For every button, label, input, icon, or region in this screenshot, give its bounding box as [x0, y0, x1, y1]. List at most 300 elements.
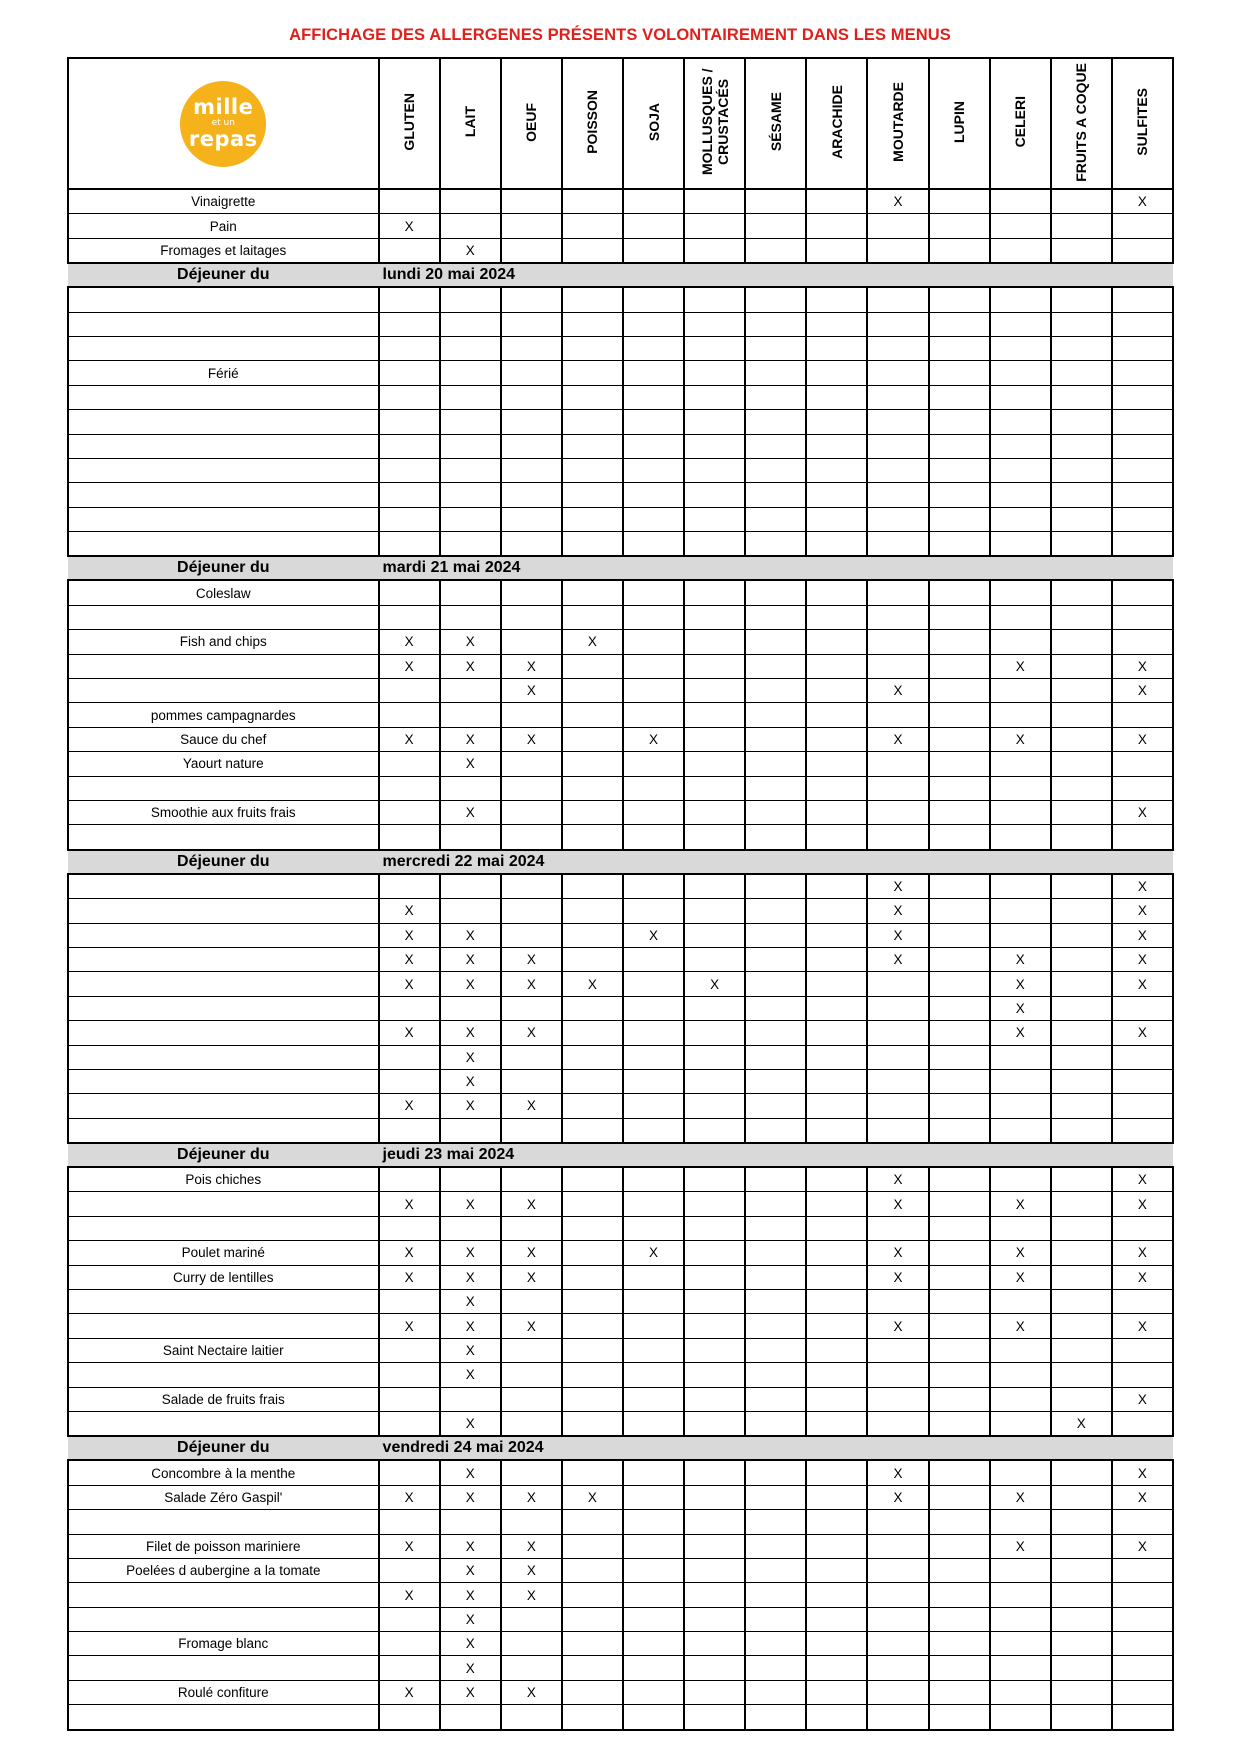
dish-name [68, 1290, 379, 1314]
allergen-mark-cell [684, 1069, 745, 1093]
allergen-mark-cell [379, 825, 440, 850]
allergen-mark-cell [990, 923, 1051, 947]
allergen-mark-cell [806, 507, 867, 531]
dish-name [68, 410, 379, 434]
allergen-mark-cell [501, 1363, 562, 1387]
allergen-mark-cell: X [1112, 1167, 1173, 1192]
allergen-mark-cell [1112, 287, 1173, 312]
allergen-mark-cell [440, 1705, 501, 1730]
allergen-mark-cell [1112, 312, 1173, 336]
allergen-mark-cell [929, 507, 990, 531]
table-row [68, 1118, 1173, 1143]
allergen-mark-cell [806, 1387, 867, 1411]
allergen-mark-cell: X [379, 1094, 440, 1118]
allergen-mark-cell [440, 1167, 501, 1192]
day-header-row [68, 556, 1173, 580]
allergen-mark-cell [990, 1069, 1051, 1093]
allergen-header-label: POISSON [584, 90, 601, 154]
allergen-mark-cell [745, 972, 806, 996]
allergen-mark-cell [562, 312, 623, 336]
dish-name: Salade de fruits frais [68, 1387, 379, 1411]
table-row [68, 410, 1173, 434]
allergen-mark-cell [1051, 1656, 1112, 1680]
day-label: Déjeuner du [68, 850, 379, 874]
allergen-mark-cell [623, 1632, 684, 1656]
dish-name: Smoothie aux fruits frais [68, 800, 379, 824]
allergen-mark-cell: X [440, 1656, 501, 1680]
allergen-mark-cell [684, 947, 745, 971]
allergen-mark-cell [990, 874, 1051, 899]
allergen-mark-cell [623, 507, 684, 531]
allergen-mark-cell [1051, 507, 1112, 531]
table-row [68, 385, 1173, 409]
allergen-mark-cell [867, 1534, 928, 1558]
allergen-mark-cell: X [440, 1338, 501, 1362]
table-row [68, 434, 1173, 458]
allergen-mark-cell [745, 410, 806, 434]
allergen-mark-cell [745, 1021, 806, 1045]
table-row [68, 800, 1173, 824]
allergen-mark-cell [1051, 1192, 1112, 1216]
allergen-mark-cell [1112, 214, 1173, 238]
dish-name [68, 1045, 379, 1069]
allergen-mark-cell: X [867, 899, 928, 923]
allergen-mark-cell [990, 361, 1051, 385]
allergen-mark-cell [379, 1045, 440, 1069]
allergen-mark-cell [684, 996, 745, 1020]
allergen-mark-cell [1051, 1485, 1112, 1509]
table-row [68, 1094, 1173, 1118]
allergen-mark-cell [379, 1656, 440, 1680]
dish-name [68, 972, 379, 996]
allergen-header-label: SÉSAME [767, 92, 784, 152]
allergen-mark-cell [990, 1290, 1051, 1314]
allergen-mark-cell [1112, 752, 1173, 776]
allergen-mark-cell [684, 1045, 745, 1069]
allergen-mark-cell: X [501, 1583, 562, 1607]
allergen-mark-cell: X [501, 679, 562, 703]
allergen-mark-cell [1112, 1680, 1173, 1704]
allergen-mark-cell [501, 458, 562, 482]
allergen-mark-cell: X [379, 1021, 440, 1045]
allergen-mark-cell [1051, 1583, 1112, 1607]
allergen-mark-cell: X [867, 679, 928, 703]
allergen-mark-cell [501, 776, 562, 800]
allergen-mark-cell [929, 1558, 990, 1582]
allergen-mark-cell: X [562, 1485, 623, 1509]
allergen-mark-cell [440, 1118, 501, 1143]
allergen-mark-cell: X [990, 1485, 1051, 1509]
allergen-mark-cell [501, 1290, 562, 1314]
dish-name [68, 483, 379, 507]
allergen-mark-cell [501, 1510, 562, 1534]
allergen-mark-cell [1112, 336, 1173, 360]
allergen-mark-cell: X [379, 727, 440, 751]
allergen-mark-cell: X [440, 1265, 501, 1289]
allergen-mark-cell [684, 287, 745, 312]
allergen-mark-cell [440, 580, 501, 605]
allergen-mark-cell [1051, 1167, 1112, 1192]
allergen-mark-cell [379, 1338, 440, 1362]
table-row [68, 776, 1173, 800]
allergen-mark-cell [379, 580, 440, 605]
allergen-header-label: SULFITES [1134, 88, 1151, 156]
allergen-mark-cell [929, 1192, 990, 1216]
allergen-mark-cell [562, 1632, 623, 1656]
allergen-mark-cell [562, 238, 623, 263]
allergen-mark-cell [1051, 458, 1112, 482]
allergen-mark-cell: X [990, 1314, 1051, 1338]
allergen-mark-cell: X [990, 1534, 1051, 1558]
day-date: jeudi 23 mai 2024 [379, 1143, 1173, 1167]
allergen-mark-cell [1051, 1460, 1112, 1485]
allergen-mark-cell [623, 972, 684, 996]
allergen-mark-cell [745, 703, 806, 727]
allergen-mark-cell [501, 483, 562, 507]
allergen-mark-cell: X [440, 654, 501, 678]
allergen-mark-cell [1051, 1387, 1112, 1411]
allergen-mark-cell [806, 385, 867, 409]
allergen-mark-cell [929, 1216, 990, 1240]
table-row [68, 923, 1173, 947]
allergen-mark-cell [379, 434, 440, 458]
allergen-mark-cell [1051, 630, 1112, 654]
allergen-mark-cell: X [501, 727, 562, 751]
allergen-mark-cell [623, 1680, 684, 1704]
allergen-mark-cell [623, 1021, 684, 1045]
allergen-mark-cell: X [684, 972, 745, 996]
allergen-header-label: MOLLUSQUES / CRUSTACÉS [698, 68, 731, 176]
allergen-header-label: ARACHIDE [828, 85, 845, 159]
allergen-mark-cell: X [379, 947, 440, 971]
allergen-mark-cell: X [1112, 1314, 1173, 1338]
allergen-mark-cell [501, 410, 562, 434]
allergen-mark-cell [806, 458, 867, 482]
allergen-mark-cell: X [379, 1534, 440, 1558]
allergen-mark-cell [501, 214, 562, 238]
allergen-mark-cell [1051, 1290, 1112, 1314]
allergen-mark-cell: X [440, 1460, 501, 1485]
allergen-mark-cell [806, 312, 867, 336]
dish-name [68, 996, 379, 1020]
allergen-mark-cell [562, 1192, 623, 1216]
allergen-mark-cell [623, 1411, 684, 1436]
allergen-mark-cell [562, 483, 623, 507]
allergen-mark-cell: X [1112, 874, 1173, 899]
allergen-mark-cell: X [440, 923, 501, 947]
allergen-header-label: FRUITS A COQUE [1073, 62, 1090, 182]
allergen-mark-cell [1051, 679, 1112, 703]
allergen-mark-cell [562, 1167, 623, 1192]
allergen-mark-cell [379, 1510, 440, 1534]
allergen-mark-cell: X [440, 1021, 501, 1045]
allergen-mark-cell [745, 1265, 806, 1289]
allergen-mark-cell [501, 605, 562, 629]
allergen-mark-cell [867, 1021, 928, 1045]
allergen-mark-cell [745, 899, 806, 923]
allergen-mark-cell [379, 1216, 440, 1240]
allergen-mark-cell [929, 605, 990, 629]
dish-name [68, 1021, 379, 1045]
allergen-mark-cell [684, 752, 745, 776]
dish-name [68, 1094, 379, 1118]
allergen-mark-cell [867, 1583, 928, 1607]
allergen-header-label: SOJA [645, 102, 662, 142]
allergen-mark-cell: X [1112, 189, 1173, 214]
allergen-mark-cell [990, 679, 1051, 703]
allergen-mark-cell [990, 410, 1051, 434]
allergen-mark-cell [501, 1656, 562, 1680]
allergen-mark-cell [1112, 434, 1173, 458]
allergen-mark-cell [501, 825, 562, 850]
allergen-mark-cell [623, 361, 684, 385]
allergen-mark-cell [562, 1094, 623, 1118]
allergen-mark-cell [562, 1314, 623, 1338]
allergen-mark-cell [990, 605, 1051, 629]
allergen-mark-cell [806, 1705, 867, 1730]
allergen-header [990, 58, 1051, 189]
allergen-mark-cell [562, 458, 623, 482]
allergen-mark-cell [379, 874, 440, 899]
allergen-mark-cell [684, 532, 745, 557]
allergen-mark-cell [990, 776, 1051, 800]
dish-name [68, 532, 379, 557]
allergen-mark-cell [562, 1607, 623, 1631]
allergen-mark-cell: X [990, 1265, 1051, 1289]
allergen-mark-cell [684, 1705, 745, 1730]
allergen-header-label: OEUF [523, 102, 540, 142]
allergen-mark-cell [1051, 776, 1112, 800]
allergen-mark-cell [806, 1094, 867, 1118]
allergen-mark-cell: X [379, 972, 440, 996]
allergen-mark-cell [745, 1510, 806, 1534]
allergen-mark-cell: X [1112, 1485, 1173, 1509]
dish-name [68, 336, 379, 360]
allergen-mark-cell [990, 1167, 1051, 1192]
allergen-mark-cell [379, 1411, 440, 1436]
allergen-mark-cell [1051, 1069, 1112, 1093]
allergen-mark-cell [684, 1607, 745, 1631]
allergen-mark-cell [806, 1607, 867, 1631]
allergen-mark-cell [745, 825, 806, 850]
allergen-mark-cell [623, 1485, 684, 1509]
allergen-mark-cell [623, 947, 684, 971]
allergen-mark-cell [379, 1069, 440, 1093]
allergen-mark-cell [990, 214, 1051, 238]
allergen-mark-cell [806, 1460, 867, 1485]
allergen-mark-cell [929, 580, 990, 605]
allergen-mark-cell: X [623, 923, 684, 947]
table-row [68, 1069, 1173, 1093]
allergen-mark-cell [562, 1534, 623, 1558]
allergen-mark-cell [1051, 727, 1112, 751]
allergen-mark-cell [745, 1216, 806, 1240]
allergen-mark-cell [1051, 532, 1112, 557]
allergen-mark-cell [684, 336, 745, 360]
allergen-mark-cell [745, 752, 806, 776]
allergen-mark-cell: X [440, 752, 501, 776]
allergen-mark-cell [867, 1510, 928, 1534]
allergen-mark-cell [562, 434, 623, 458]
allergen-mark-cell [929, 312, 990, 336]
allergen-mark-cell [1112, 1338, 1173, 1362]
allergen-header [1112, 58, 1173, 189]
allergen-mark-cell [379, 1167, 440, 1192]
table-row [68, 1411, 1173, 1436]
allergen-mark-cell [623, 1387, 684, 1411]
allergen-mark-cell [990, 1558, 1051, 1582]
allergen-mark-cell [623, 1069, 684, 1093]
allergen-mark-cell [990, 800, 1051, 824]
allergen-mark-cell [684, 1094, 745, 1118]
allergen-header [440, 58, 501, 189]
allergen-mark-cell [501, 1338, 562, 1362]
allergen-mark-cell: X [1112, 1387, 1173, 1411]
allergen-mark-cell: X [1112, 800, 1173, 824]
allergen-mark-cell [562, 580, 623, 605]
allergen-mark-cell [562, 654, 623, 678]
allergen-mark-cell [1051, 1094, 1112, 1118]
allergen-mark-cell: X [867, 1460, 928, 1485]
allergen-mark-cell [440, 214, 501, 238]
allergen-mark-cell [806, 1021, 867, 1045]
allergen-mark-cell [867, 1411, 928, 1436]
allergen-mark-cell [745, 727, 806, 751]
allergen-mark-cell [867, 1290, 928, 1314]
allergen-mark-cell [806, 1558, 867, 1582]
allergen-mark-cell: X [867, 1241, 928, 1265]
allergen-header [623, 58, 684, 189]
allergen-mark-cell [623, 580, 684, 605]
allergen-mark-cell [684, 776, 745, 800]
day-date: vendredi 24 mai 2024 [379, 1436, 1173, 1460]
document-title: AFFICHAGE DES ALLERGENES PRÉSENTS VOLONTAIREMENT DANS LES MENUS [289, 26, 951, 44]
allergen-mark-cell [684, 1241, 745, 1265]
allergen-mark-cell [806, 580, 867, 605]
allergen-mark-cell [379, 800, 440, 824]
allergen-mark-cell [806, 483, 867, 507]
allergen-mark-cell: X [867, 923, 928, 947]
allergen-mark-cell: X [440, 1069, 501, 1093]
table-row [68, 1338, 1173, 1362]
allergen-mark-cell [623, 1705, 684, 1730]
dish-name: Fish and chips [68, 630, 379, 654]
allergen-mark-cell [806, 1192, 867, 1216]
allergen-mark-cell: X [501, 1265, 562, 1289]
allergen-mark-cell [1112, 483, 1173, 507]
allergen-mark-cell [990, 1363, 1051, 1387]
allergen-mark-cell [1112, 996, 1173, 1020]
table-row [68, 1265, 1173, 1289]
allergen-mark-cell [1112, 1510, 1173, 1534]
allergen-mark-cell [929, 899, 990, 923]
allergen-mark-cell [501, 312, 562, 336]
allergen-mark-cell [684, 1167, 745, 1192]
allergen-mark-cell: X [990, 654, 1051, 678]
allergen-mark-cell [745, 580, 806, 605]
allergen-mark-cell [745, 1411, 806, 1436]
allergen-mark-cell: X [867, 874, 928, 899]
table-row [68, 1290, 1173, 1314]
allergen-mark-cell [379, 458, 440, 482]
allergen-mark-cell [929, 1241, 990, 1265]
allergen-mark-cell [440, 825, 501, 850]
allergen-mark-cell [684, 727, 745, 751]
allergen-mark-cell [929, 434, 990, 458]
allergen-mark-cell [990, 752, 1051, 776]
allergen-mark-cell: X [1112, 972, 1173, 996]
allergen-mark-cell: X [440, 947, 501, 971]
allergen-mark-cell [684, 1216, 745, 1240]
table-row [68, 1656, 1173, 1680]
allergen-mark-cell: X [501, 1680, 562, 1704]
allergen-mark-cell [562, 825, 623, 850]
allergen-mark-cell [867, 1607, 928, 1631]
allergen-mark-cell [867, 1045, 928, 1069]
allergen-mark-cell [623, 336, 684, 360]
allergen-mark-cell [806, 874, 867, 899]
allergen-mark-cell [623, 1558, 684, 1582]
allergen-mark-cell [1051, 1021, 1112, 1045]
allergen-mark-cell [1051, 1632, 1112, 1656]
allergen-mark-cell: X [440, 1534, 501, 1558]
allergen-mark-cell [1112, 630, 1173, 654]
dish-name: Vinaigrette [68, 189, 379, 214]
table-row [68, 996, 1173, 1020]
allergen-mark-cell: X [440, 1045, 501, 1069]
allergen-mark-cell [745, 1363, 806, 1387]
allergen-mark-cell [867, 605, 928, 629]
allergen-mark-cell [623, 1167, 684, 1192]
dish-name [68, 654, 379, 678]
allergen-mark-cell [562, 1216, 623, 1240]
allergen-mark-cell [623, 483, 684, 507]
allergen-mark-cell [745, 532, 806, 557]
dish-name [68, 605, 379, 629]
allergen-mark-cell [684, 1021, 745, 1045]
allergen-mark-cell [379, 1290, 440, 1314]
logo-line-1: mille [193, 95, 254, 119]
allergen-mark-cell [929, 1338, 990, 1362]
allergen-mark-cell [562, 1558, 623, 1582]
allergen-mark-cell [1051, 1363, 1112, 1387]
dish-name [68, 874, 379, 899]
allergen-mark-cell [501, 996, 562, 1020]
allergen-mark-cell [929, 1314, 990, 1338]
allergen-mark-cell [745, 654, 806, 678]
allergen-mark-cell [867, 1069, 928, 1093]
table-row [68, 1534, 1173, 1558]
allergen-mark-cell [745, 1485, 806, 1509]
allergen-mark-cell [623, 1583, 684, 1607]
logo-line-3: repas [188, 127, 258, 151]
allergen-mark-cell [379, 752, 440, 776]
allergen-mark-cell [1051, 654, 1112, 678]
allergen-mark-cell: X [501, 1241, 562, 1265]
table-row [68, 532, 1173, 557]
allergen-mark-cell [1051, 703, 1112, 727]
table-row [68, 630, 1173, 654]
allergen-mark-cell [379, 605, 440, 629]
allergen-mark-cell [745, 800, 806, 824]
dish-name [68, 947, 379, 971]
allergen-mark-cell [684, 312, 745, 336]
allergen-mark-cell [440, 532, 501, 557]
allergen-mark-cell: X [379, 630, 440, 654]
allergen-mark-cell [867, 1632, 928, 1656]
allergen-mark-cell [929, 703, 990, 727]
allergen-mark-cell [867, 532, 928, 557]
